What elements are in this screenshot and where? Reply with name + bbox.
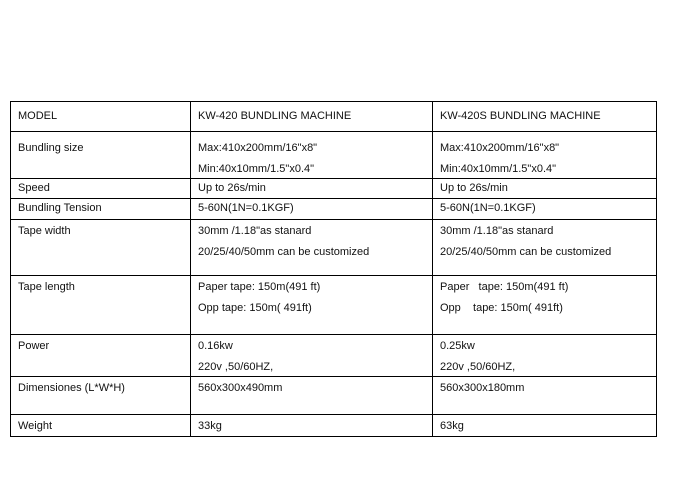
row-value-kw420s: Up to 26s/min — [433, 179, 657, 199]
header-cell-kw420s: KW-420S BUNDLING MACHINE — [433, 102, 657, 132]
spec-table — [10, 101, 657, 437]
row-label: Dimensiones (L*W*H) — [11, 377, 191, 415]
row-value-kw420s: Paper tape: 150m(491 ft) Opp tape: 150m( 491ft) — [433, 276, 657, 335]
row-value-kw420: Max:410x200mm/16"x8" Min:40x10mm/1.5"x0.4" — [191, 132, 433, 179]
row-value-kw420s: 30mm /1.18"as stanard 20/25/40/50mm can be customized — [433, 220, 657, 276]
row-value-kw420: 560x300x490mm — [191, 377, 433, 415]
row-value-kw420s: 63kg — [433, 415, 657, 437]
row-value-kw420: 33kg — [191, 415, 433, 437]
row-value-kw420s: 560x300x180mm — [433, 377, 657, 415]
table-row — [11, 377, 657, 415]
table-row — [11, 415, 657, 437]
row-label: Tape length — [11, 276, 191, 335]
table-row — [11, 276, 657, 335]
row-label: Power — [11, 335, 191, 377]
row-value-kw420s: 0.25kw 220v ,50/60HZ, — [433, 335, 657, 377]
header-cell-kw420: KW-420 BUNDLING MACHINE — [191, 102, 433, 132]
table-row — [11, 199, 657, 220]
row-value-kw420: 0.16kw 220v ,50/60HZ, — [191, 335, 433, 377]
row-value-kw420: 30mm /1.18"as stanard 20/25/40/50mm can be customized — [191, 220, 433, 276]
row-label: Weight — [11, 415, 191, 437]
table-row — [11, 335, 657, 377]
table-row — [11, 132, 657, 179]
table-header-row — [11, 102, 657, 132]
row-label: Tape width — [11, 220, 191, 276]
table-row — [11, 220, 657, 276]
row-label: Bundling size — [11, 132, 191, 179]
row-value-kw420: 5-60N(1N=0.1KGF) — [191, 199, 433, 220]
row-value-kw420s: 5-60N(1N=0.1KGF) — [433, 199, 657, 220]
row-label: Speed — [11, 179, 191, 199]
row-value-kw420s: Max:410x200mm/16"x8" Min:40x10mm/1.5"x0.4" — [433, 132, 657, 179]
header-cell-model: MODEL — [11, 102, 191, 132]
table-row — [11, 179, 657, 199]
row-label: Bundling Tension — [11, 199, 191, 220]
row-value-kw420: Paper tape: 150m(491 ft) Opp tape: 150m( 491ft) — [191, 276, 433, 335]
row-value-kw420: Up to 26s/min — [191, 179, 433, 199]
